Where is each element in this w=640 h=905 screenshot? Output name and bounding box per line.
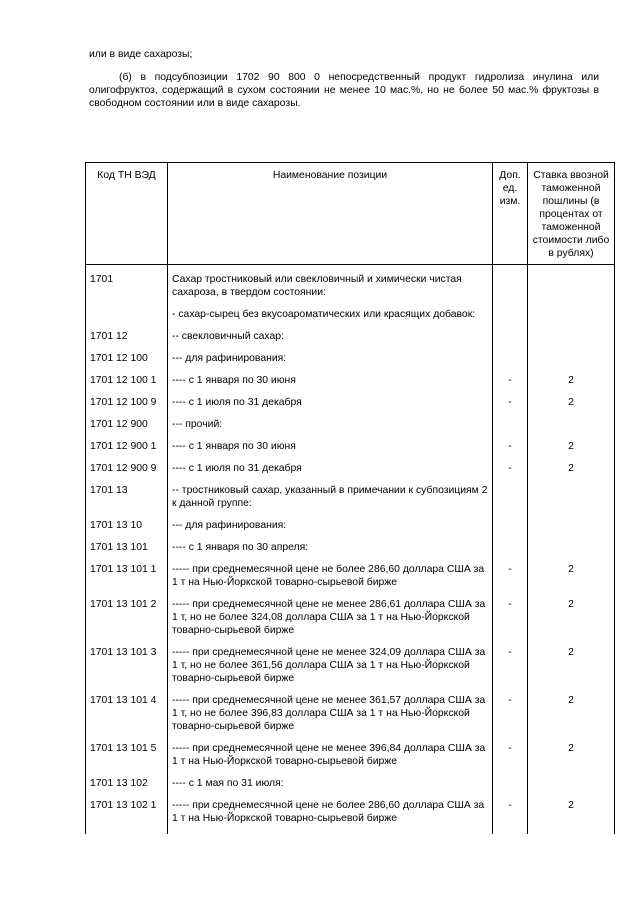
cell-name-text: ----- при среднемесячной цене не более 286,60 доллара США за 1 т на Нью-Йоркской товарно-сырьевой бирже: [172, 564, 485, 588]
cell-rate: [528, 484, 615, 519]
cell-name: [168, 418, 493, 440]
cell-rate: 2: [528, 598, 615, 646]
cell-rate: 2: [528, 646, 615, 694]
table-row: [86, 352, 615, 374]
table-row: [86, 265, 615, 331]
cell-name: [168, 541, 493, 563]
table-row: [86, 462, 615, 484]
cell-name-text: Сахар тростниковый или свекловичный и химически чистая сахароза, в твердом состоянии:: [172, 274, 462, 298]
cell-code: 1701 12 100: [86, 352, 168, 374]
cell-code: 1701 13 10: [86, 519, 168, 541]
cell-rate: 2: [528, 694, 615, 742]
cell-name-text: ----- при среднемесячной цене не более 286,60 доллара США за 1 т на Нью-Йоркской товарно-сырьевой бирже: [172, 800, 485, 824]
cell-unit: -: [493, 646, 528, 694]
cell-code: 1701 13 101 2: [86, 598, 168, 646]
cell-name-text: ---- с 1 января по 30 апреля:: [172, 542, 309, 553]
cell-name-text: --- прочий:: [172, 419, 223, 430]
table-row: [86, 563, 615, 598]
cell-name: [168, 330, 493, 352]
cell-unit: -: [493, 563, 528, 598]
cell-name-text: -- свекловичный сахар:: [172, 331, 284, 342]
cell-name: [168, 646, 493, 694]
cell-rate: [528, 352, 615, 374]
cell-name: [168, 462, 493, 484]
cell-unit: -: [493, 374, 528, 396]
table-row: [86, 598, 615, 646]
cell-name-text: ---- с 1 января по 30 июня: [172, 375, 296, 386]
cell-name-text: ---- с 1 июля по 31 декабря: [172, 463, 302, 474]
cell-unit: -: [493, 598, 528, 646]
cell-name-text: ---- с 1 мая по 31 июля:: [172, 778, 284, 789]
cell-rate: [528, 519, 615, 541]
table-row: [86, 799, 615, 834]
table-row: [86, 330, 615, 352]
cell-rate: 2: [528, 563, 615, 598]
header-rate: Ставка ввозной таможенной пошлины (в процентах от таможенной стоимости либо в рублях): [528, 163, 615, 265]
cell-rate: 2: [528, 396, 615, 418]
cell-unit: -: [493, 462, 528, 484]
cell-name-text: ----- при среднемесячной цене не менее 286,61 доллара США за 1 т, но не более 324,08 доллара США за 1 т на Нью-Йоркской товарно-сырьевой бирже: [172, 599, 486, 636]
cell-rate: 2: [528, 799, 615, 834]
table-row: [86, 646, 615, 694]
cell-name-text: ---- с 1 января по 30 июня: [172, 441, 296, 452]
cell-name-text: --- для рафинирования:: [172, 353, 287, 364]
cell-rate: 2: [528, 742, 615, 777]
cell-code: 1701 13 101 3: [86, 646, 168, 694]
cell-code: 1701 12 900: [86, 418, 168, 440]
cell-name-text: ---- с 1 июля по 31 декабря: [172, 397, 302, 408]
cell-code: 1701 13: [86, 484, 168, 519]
cell-code: 1701 13 102: [86, 777, 168, 799]
cell-unit: -: [493, 799, 528, 834]
header-unit: Доп. ед. изм.: [493, 163, 528, 265]
cell-unit: [493, 330, 528, 352]
cell-name: [168, 694, 493, 742]
cell-unit: [493, 777, 528, 799]
cell-name-subtext: - сахар-сырец без вкусоароматических или красящих добавок:: [172, 309, 476, 320]
cell-name-text: -- тростниковый сахар, указанный в примечании к субпозициям 2 к данной группе:: [172, 485, 488, 509]
cell-code: 1701 12 900 9: [86, 462, 168, 484]
cell-name-text: ----- при среднемесячной цене не менее 361,57 доллара США за 1 т, но не более 396,83 доллара США за 1 т на Нью-Йоркской товарно-сырьевой бирже: [172, 695, 486, 732]
cell-name: [168, 396, 493, 418]
cell-unit: [493, 352, 528, 374]
cell-name: [168, 799, 493, 834]
table-row: [86, 396, 615, 418]
cell-name: [168, 484, 493, 519]
cell-name: [168, 374, 493, 396]
cell-rate: [528, 777, 615, 799]
cell-code: 1701 12 900 1: [86, 440, 168, 462]
cell-code: 1701 13 101 1: [86, 563, 168, 598]
tariff-table: [85, 162, 615, 834]
cell-unit: -: [493, 440, 528, 462]
cell-unit: -: [493, 694, 528, 742]
table-row: [86, 777, 615, 799]
cell-name-text: ----- при среднемесячной цене не менее 324,09 доллара США за 1 т, но не более 361,56 доллара США за 1 т на Нью-Йоркской товарно-сырьевой бирже: [172, 647, 486, 684]
cell-name: [168, 265, 493, 331]
cell-name: [168, 598, 493, 646]
cell-rate: [528, 330, 615, 352]
cell-rate: [528, 541, 615, 563]
header-code: Код ТН ВЭД: [86, 163, 168, 265]
table-row: [86, 484, 615, 519]
cell-unit: [493, 418, 528, 440]
cell-unit: [493, 541, 528, 563]
header-name: Наименование позиции: [168, 163, 493, 265]
cell-name: [168, 563, 493, 598]
intro-paragraph: (б) в подсубпозиции 1702 90 800 0 непосредственный продукт гидролиза инулина или олигофруктоз, содержащий в сухом состоянии не менее 10 мас.%, но не более 50 мас.% фруктозы в свободном состоянии или в виде сахарозы.: [89, 72, 599, 109]
cell-rate: [528, 418, 615, 440]
cell-rate: [528, 265, 615, 331]
cell-name: [168, 352, 493, 374]
cell-unit: -: [493, 742, 528, 777]
cell-unit: [493, 265, 528, 331]
cell-unit: [493, 484, 528, 519]
table-row: [86, 440, 615, 462]
cell-name: [168, 742, 493, 777]
cell-rate: 2: [528, 374, 615, 396]
table-row: [86, 694, 615, 742]
cell-code: 1701 13 101: [86, 541, 168, 563]
cell-unit: -: [493, 396, 528, 418]
cell-rate: 2: [528, 440, 615, 462]
intro-line: или в виде сахарозы;: [89, 49, 193, 60]
cell-code: 1701 13 102 1: [86, 799, 168, 834]
cell-code: 1701: [86, 265, 168, 331]
cell-code: 1701 12: [86, 330, 168, 352]
cell-name: [168, 440, 493, 462]
table-row: [86, 374, 615, 396]
cell-name-text: --- для рафинирования:: [172, 520, 287, 531]
cell-code: 1701 13 101 4: [86, 694, 168, 742]
cell-code: 1701 12 100 1: [86, 374, 168, 396]
table-row: [86, 519, 615, 541]
cell-name: [168, 519, 493, 541]
table-header-row: [86, 163, 615, 265]
table-row: [86, 541, 615, 563]
table-row: [86, 742, 615, 777]
table-row: [86, 418, 615, 440]
cell-code: 1701 13 101 5: [86, 742, 168, 777]
table-body: [86, 265, 615, 835]
cell-name-text: ----- при среднемесячной цене не менее 396,84 доллара США за 1 т на Нью-Йоркской товарно-сырьевой бирже: [172, 743, 486, 767]
cell-name: [168, 777, 493, 799]
cell-rate: 2: [528, 462, 615, 484]
cell-code: 1701 12 100 9: [86, 396, 168, 418]
cell-unit: [493, 519, 528, 541]
